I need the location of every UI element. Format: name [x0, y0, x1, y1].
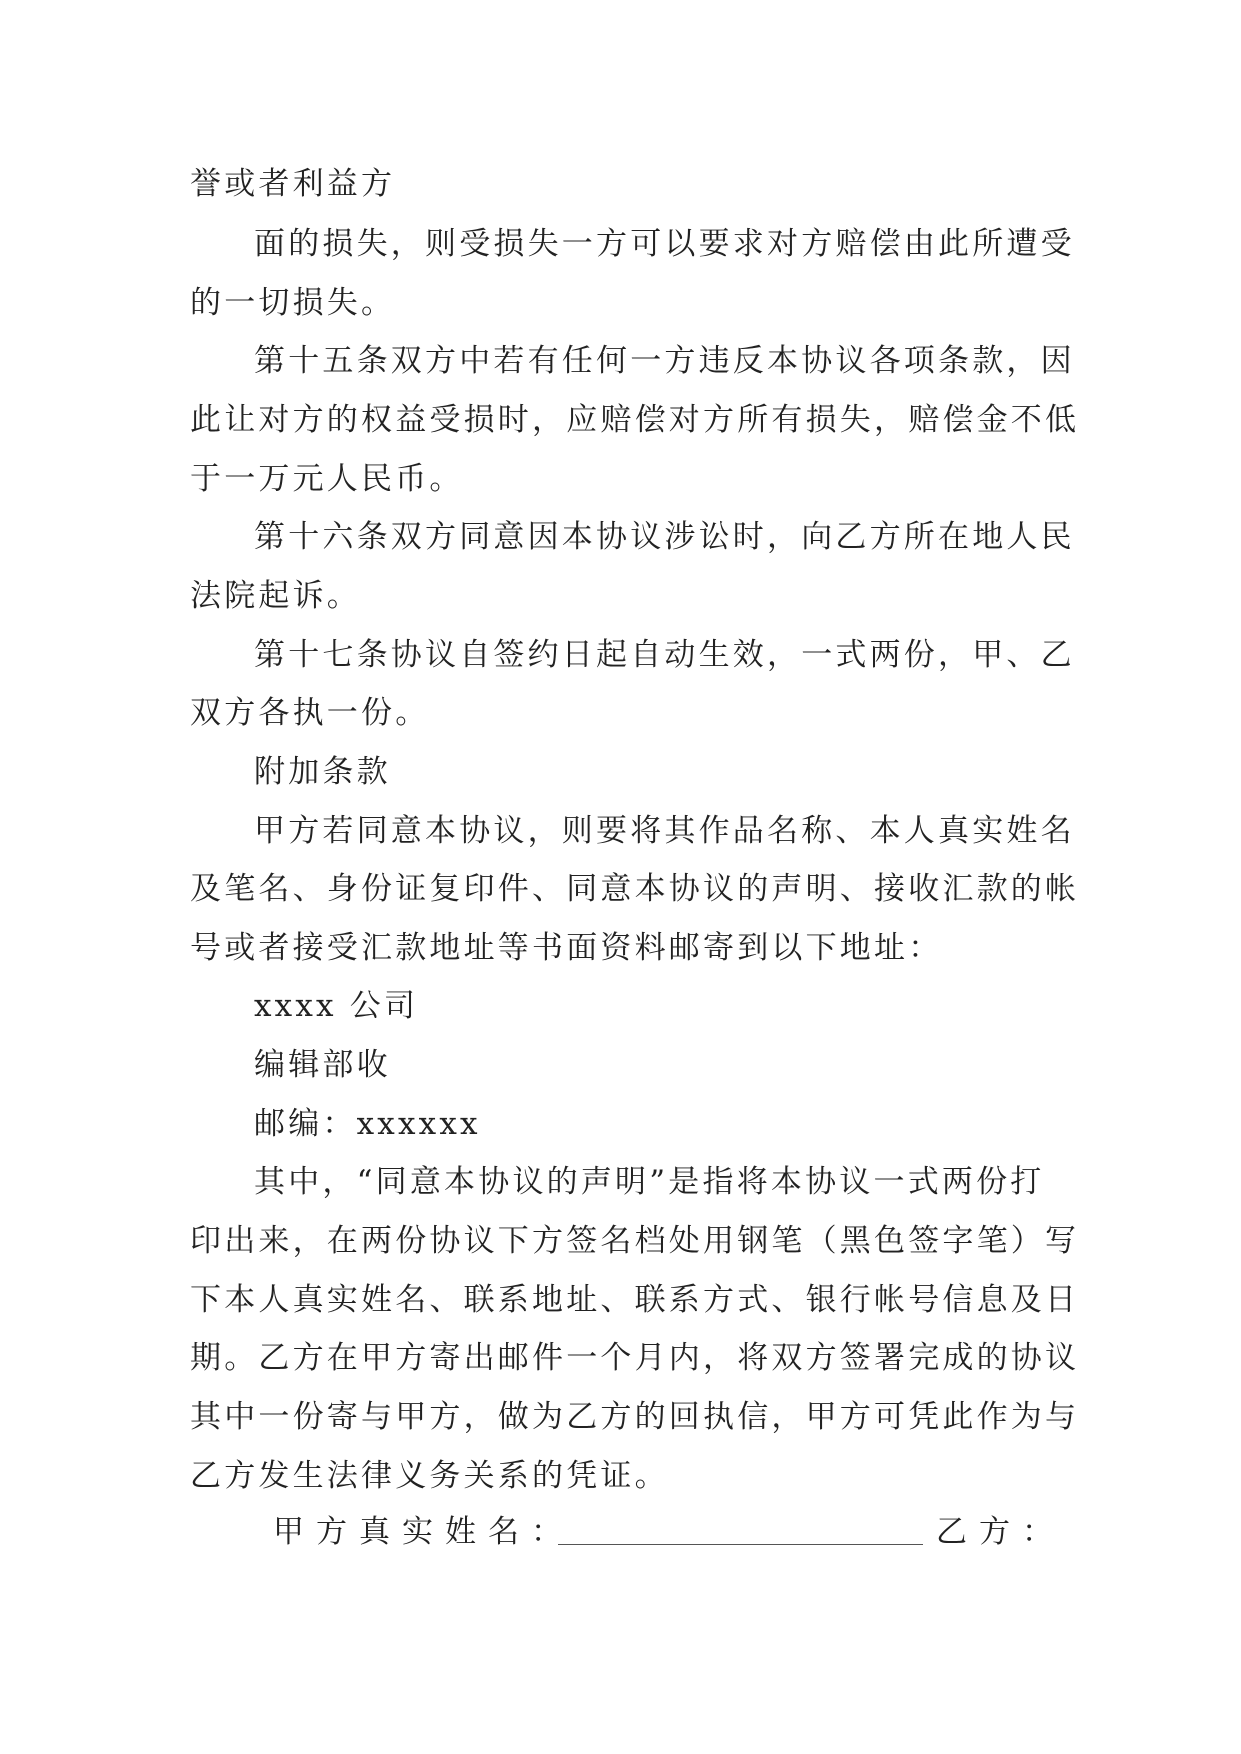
text-line: 及笔名、身份证复印件、同意本协议的声明、接收汇款的帐: [190, 871, 1080, 907]
text-line: 乙方发生法律义务关系的凭证。: [190, 1458, 669, 1494]
text-line: 其中，“同意本协议的声明”是指将本协议一式两份打: [254, 1164, 1045, 1200]
text-line: 此让对方的权益受损时，应赔偿对方所有损失，赔偿金不低: [190, 402, 1080, 438]
address-line: 邮编：xxxxxx: [254, 1106, 481, 1142]
text-line: 面的损失，则受损失一方可以要求对方赔偿由此所遭受: [254, 226, 1075, 262]
text-line: 法院起诉。: [190, 578, 361, 614]
signature-row: [273, 1512, 1065, 1556]
text-line: 其中一份寄与甲方，做为乙方的回执信，甲方可凭此作为与: [190, 1399, 1080, 1435]
text-line: 誉或者利益方: [190, 166, 396, 202]
address-line: xxxx 公司: [254, 988, 419, 1024]
text-line: 期。乙方在甲方寄出邮件一个月内，将双方签署完成的协议: [190, 1340, 1080, 1376]
text-line: 印出来，在两份协议下方签名档处用钢笔（黑色签字笔）写: [190, 1223, 1080, 1259]
text-line: 第十六条双方同意因本协议涉讼时，向乙方所在地人民: [254, 519, 1075, 555]
text-line: 下本人真实姓名、联系地址、联系方式、银行帐号信息及日: [190, 1282, 1080, 1318]
text-line: 第十五条双方中若有任何一方违反本协议各项条款，因: [254, 343, 1075, 379]
text-line: 于一万元人民币。: [190, 461, 464, 497]
address-line: 编辑部收: [254, 1047, 391, 1083]
party-a-signature-blank: [558, 1544, 923, 1545]
text-line: 甲方若同意本协议，则要将其作品名称、本人真实姓名: [254, 813, 1075, 849]
party-a-name-label: 甲方真实姓名：: [273, 1514, 574, 1550]
text-line: 号或者接受汇款地址等书面资料邮寄到以下地址：: [190, 930, 943, 966]
text-line: 的一切损失。: [190, 285, 396, 321]
party-b-label: 乙方：: [936, 1514, 1065, 1550]
text-line: 第十七条协议自签约日起自动生效，一式两份，甲、乙: [254, 637, 1075, 673]
section-heading: 附加条款: [254, 754, 391, 790]
text-line: 双方各执一份。: [190, 695, 430, 731]
